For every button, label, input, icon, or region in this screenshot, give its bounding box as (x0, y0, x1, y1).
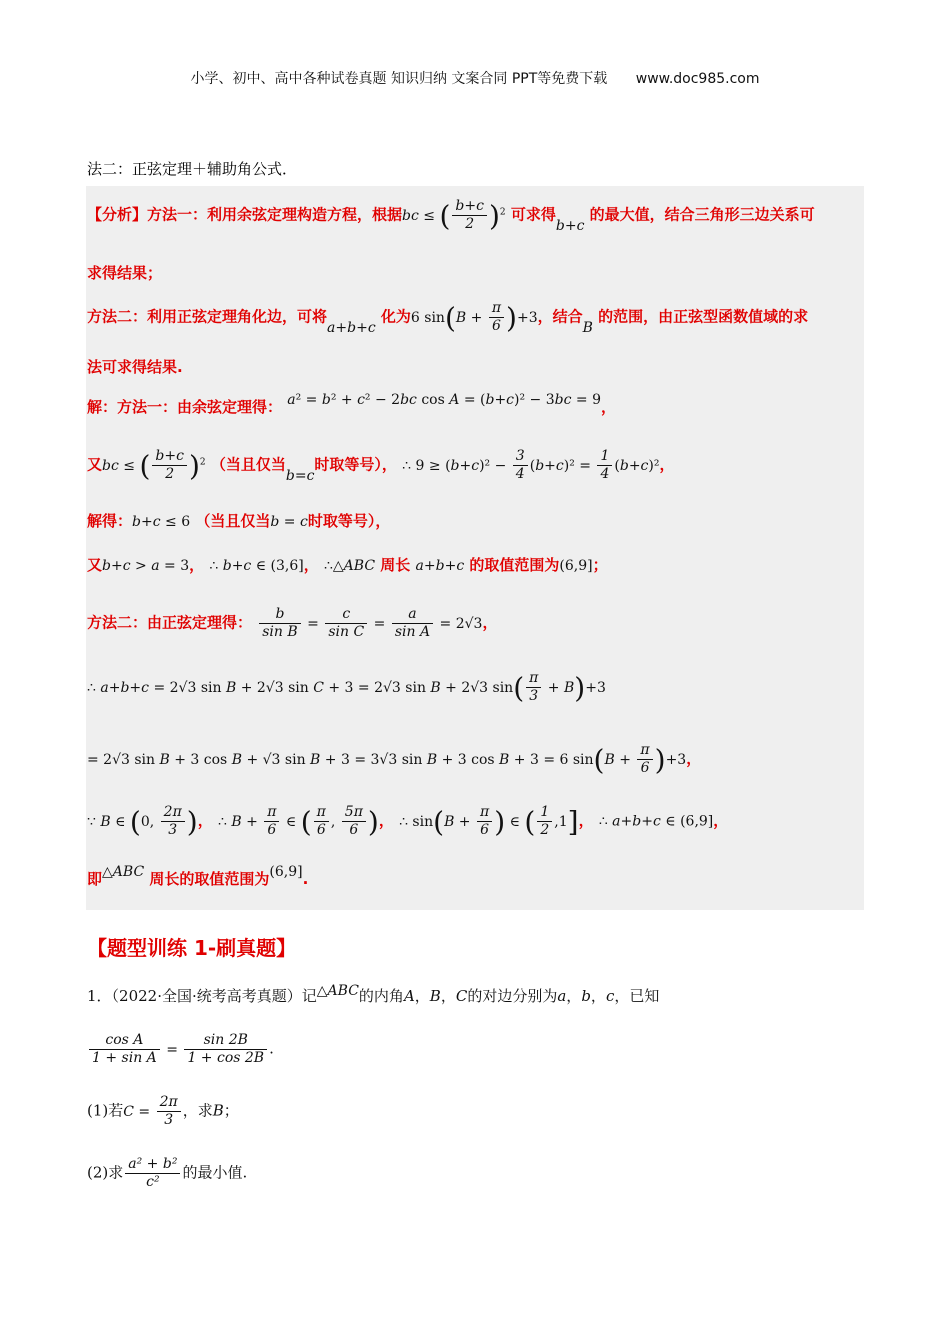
solution-line-6: ∴ a+b+c = 2√3 sin B + 2√3 sin C + 3 = 2√3 sin B + 2√3 sin( $\frac{\pi}{3}$ + B)+3 (87, 670, 606, 704)
solution-box (86, 186, 864, 910)
section-title: 【题型训练 1-刷真题】 (87, 936, 297, 960)
question-1-condition: $\frac{\text{cos A}}{\text{1 + sin A}}$ = $\frac{\sin 2B}{1 + \cos 2B}$ . (87, 1032, 274, 1067)
header-url[interactable]: www.doc985.com (635, 71, 760, 87)
question-1-stem: 1．（2022·全国·统考高考真题）记△ABC的内角A，B，C的对边分别为a，b，c，已知 (87, 983, 660, 1005)
analysis-line-1: 【分析】方法一：利用余弦定理构造方程，根据bc ≤ ( $\frac{b+c}{2}$ )$^2$ 可求得b+c 的最大值，结合三角形三边关系可 (87, 198, 815, 234)
solution-line-8: ∵ B ∈ (0, $\frac{2\pi}{3}$ )， ∴ B + $\frac{\pi}{6}$ ∈ ( $\frac{\pi}{6}$ , $\frac{5\pi}{6}$ )， ∴ sin(B + $\frac{\pi}{6}$ ) ∈ ( $\frac{1}{2}$ ,1]， ∴ a+b+c ∈ (6,9]， (87, 804, 729, 838)
solution-line-9: 即△ABC 周长的取值范围为(6,9]. (87, 864, 309, 888)
header-text: 小学、初中、高中各种试卷真题 知识归纳 文案合同 PPT等免费下载 (190, 71, 608, 87)
solution-line-4: 又b+c > a = 3， ∴ b+c ∈ (3,6]， ∴△ABC 周长 a+b+c 的取值范围为(6,9]； (87, 556, 608, 574)
page-header (0, 68, 950, 88)
solution-line-2: 又bc ≤ ( $\frac{b+c}{2}$ )$^2$ （当且仅当b=c时取等号）， ∴ 9 ≥ (b+c)² − $\frac{3}{4}$ (b+c)² = $\frac{1}{4}$ (b+c)²， (87, 448, 675, 484)
analysis-line-2: 求得结果； (87, 264, 163, 282)
solution-line-3: 解得：b+c ≤ 6 （当且仅当b = c时取等号）， (87, 512, 391, 530)
solution-line-1: 解：方法一：由余弦定理得： a² = b² + c² − 2bc cos A = (b+c)² − 3bc = 9， (87, 392, 617, 416)
question-1-part-2: (2)求 $\frac{\text{a² + b²}}{\text{c²}}$ 的最小值. (87, 1156, 248, 1190)
analysis-line-3: 方法二：利用正弦定理角化边，可将a+b+c 化为6 sin(B + $\frac{\pi}{6}$ )+3，结合B 的范围，由正弦型函数值域的求 (87, 300, 809, 336)
solution-line-5: 方法二：由正弦定理得： $\frac{b}{\text{sin B}}$ = $\frac{c}{\text{sin C}}$ = $\frac{a}{\text{sin A}}$ = 2√3， (87, 606, 498, 640)
question-1-part-1: (1)若C = $\frac{2\pi}{3}$ ，求B； (87, 1094, 239, 1128)
analysis-line-4: 法可求得结果. (87, 358, 183, 376)
intro-line: 法二：正弦定理＋辅助角公式． (87, 160, 298, 178)
solution-line-7: = 2√3 sin B + 3 cos B + √3 sin B + 3 = 3√3 sin B + 3 cos B + 3 = 6 sin(B + $\frac{\pi}{6}$ )+3， (87, 742, 702, 776)
